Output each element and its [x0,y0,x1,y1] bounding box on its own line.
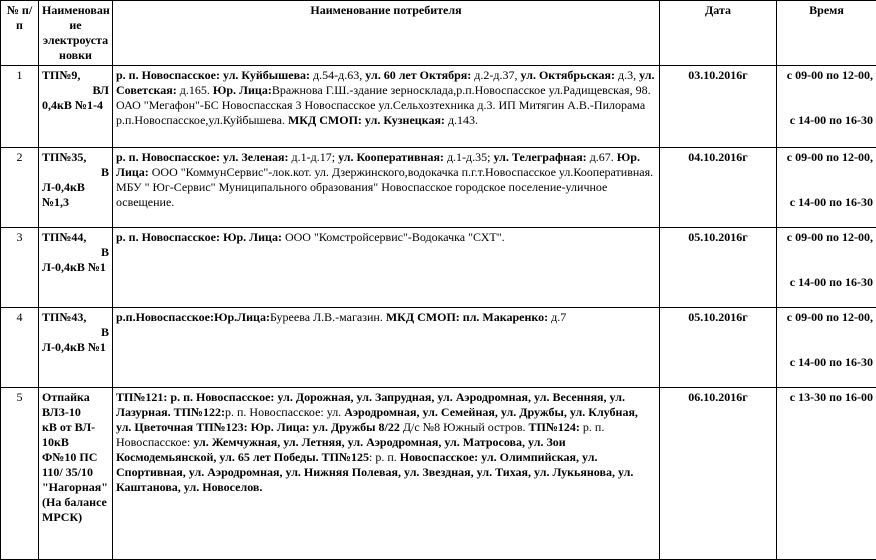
date-cell: 05.10.2016г [660,308,777,388]
installation-cell: ТП№44, В Л-0,4кВ №1 [39,228,113,308]
header-time: Время [777,1,876,66]
date-cell: 04.10.2016г [660,148,777,228]
table-header-row [1,1,876,66]
table-row [1,388,876,560]
installation-cell: ТП№43, В Л-0,4кВ №1 [39,308,113,388]
row-num: 3 [1,228,39,308]
installation-cell: ТП№9, ВЛ 0,4кВ №1-4 [39,66,113,148]
header-date: Дата [660,1,777,66]
date-cell: 06.10.2016г [660,388,777,560]
row-num: 4 [1,308,39,388]
installation-cell: ТП№35, В Л-0,4кВ №1,3 [39,148,113,228]
table-row [1,66,876,148]
time-cell: с 09-00 по 12-00, с 14-00 по 16-30 [777,66,876,148]
consumer-cell: р. п. Новоспасское: ул. Куйбышева: д.54-д.63, ул. 60 лет Октября: д.2-д.37, ул. Октябрьская: д.3, ул. Советская: д.165. Юр. Лица:Вражнова Г.Ш.-здание зерносклада,р.п.Новоспасское ул.Радищевская, 98. ОАО "Мегафон"-БС Новоспасская 3 Новоспасское ул.Сельхозтехника д.3. ИП Митягин А.В.-Пилорама р.п.Новоспасское,ул.Куйбышева. МКД СМОП: ул. Кузнецкая: д.143. [113,66,660,148]
table-row [1,148,876,228]
header-consumer: Наименование потребителя [113,1,660,66]
row-num: 5 [1,388,39,560]
date-cell: 03.10.2016г [660,66,777,148]
date-cell: 05.10.2016г [660,228,777,308]
table-row [1,228,876,308]
consumer-cell: р. п. Новоспасское: Юр. Лица: ООО "Комстройсервис"-Водокачка "СХТ". [113,228,660,308]
consumer-cell: р. п. Новоспасское: ул. Зеленая: д.1-д.17; ул. Кооперативная: д.1-д.35; ул. Телеграфная: д.67. Юр. Лица: ООО "КоммунСервис"-лок.кот. ул. Дзержинского,водокачка п.г.т.Новоспасское ул.Кооперативная. МБУ " Юг-Сервис" Муниципального образования" Новоспасское городское поселение-уличное освещение. [113,148,660,228]
time-cell: с 09-00 по 12-00, с 14-00 по 16-30 [777,308,876,388]
time-cell: с 13-30 по 16-00 [777,388,876,560]
header-num: № п/п [1,1,39,66]
row-num: 1 [1,66,39,148]
header-installation: Наименован ие электроуста новки [39,1,113,66]
installation-cell: Отпайка ВЛЗ-10 кВ от ВЛ- 10кВ Ф№10 ПС 110/ 35/10 "Нагорная" (На балансе МРСК) [39,388,113,560]
table-row [1,308,876,388]
time-cell: с 09-00 по 12-00, с 14-00 по 16-30 [777,148,876,228]
consumer-cell: ТП№121: р. п. Новоспасское: ул. Дорожная, ул. Запрудная, ул. Аэродромная, ул. Весенняя, ул. Лазурная. ТП№122:р. п. Новоспасское: ул. Аэродромная, ул. Семейная, ул. Дружбы, ул. Клубная, ул. Цветочная ТП№123: Юр. Лица: ул. Дружбы 8/22 Д/с №8 Южный остров. ТП№124: р. п. Новоспасское: ул. Жемчужная, ул. Летняя, ул. Аэродромная, ул. Матросова, ул. Зои Космодемьянской, ул. 65 лет Победы. ТП№125: р. п. Новоспасское: ул. Олимпийская, ул. Спортивная, ул. Аэродромная, ул. Нижняя Полевая, ул. Звездная, ул. Тихая, ул. Лукьянова, ул. Каштанова, ул. Новоселов. [113,388,660,560]
consumer-cell: р.п.Новоспасское:Юр.Лица:Буреева Л.В.-магазин. МКД СМОП: пл. Макаренко: д.7 [113,308,660,388]
row-num: 2 [1,148,39,228]
time-cell: с 09-00 по 12-00, с 14-00 по 16-30 [777,228,876,308]
